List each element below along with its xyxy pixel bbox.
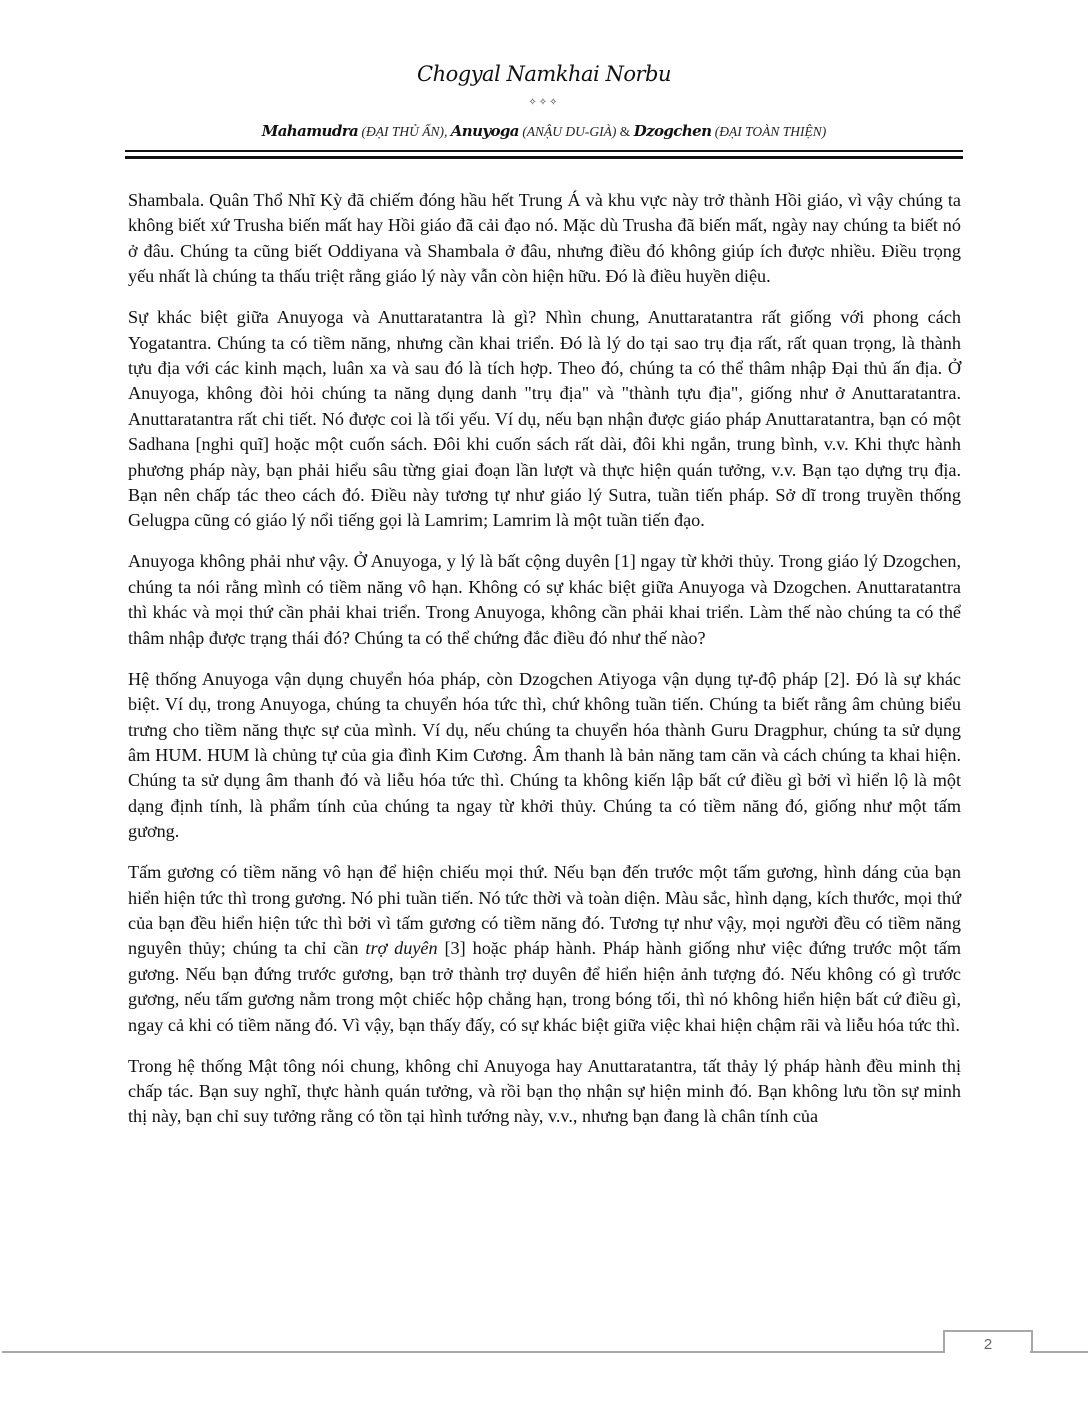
footer-rule-right — [1030, 1351, 1088, 1353]
paragraph: Anuyoga không phải như vậy. Ở Anuyoga, y lý là bất cộng duyên [1] ngay từ khởi thủy. Trong giáo lý Dzogchen, chúng ta nói rằng mình có tiềm năng vô hạn. Không có sự khác biệt giữa Anuyoga và Dzogchen. Anuttaratantra thì khác và mọi thứ cần phải khai triển. Trong Anuyoga, không cần phải khai triển. Làm thế nào chúng ta có thể thâm nhập được trạng thái đó? Chúng ta có thể chứng đắc điều đó như thế nào? — [128, 551, 961, 648]
page-number: 2 — [983, 1336, 993, 1353]
subtitle-term-anuyoga: Anuyoga — [450, 122, 519, 140]
page-number-box — [943, 1330, 1033, 1353]
header-subtitle — [0, 122, 1088, 140]
header-author: Chogyal Namkhai Norbu — [417, 62, 671, 86]
subtitle-term-mahamudra-vi: (ĐẠI THỦ ẤN), — [361, 124, 448, 139]
subtitle-term-anuyoga-vi: (ANẬU DU-GIÀ) — [522, 124, 617, 139]
paragraph: Hệ thống Anuyoga vận dụng chuyển hóa pháp, còn Dzogchen Atiyoga vận dụng tự-độ pháp [2]. Đó là sự khác biệt. Ví dụ, trong Anuyoga, chúng ta chuyển hóa tức thì, chứ không tuần tiến. Chúng ta biết rằng âm chủng biểu trưng cho tiềm năng thực sự của mình. Ví dụ, nếu chúng ta chuyển hóa thành Guru Dragphur, chúng ta sử dụng âm HUM. HUM là chủng tự của gia đình Kim Cương. Âm thanh là bản năng tam căn và cách chúng ta khai hiện. Chúng ta sử dụng âm thanh đó và liễu hóa tức thì. Chúng ta không kiến lập bất cứ điều gì bởi vì hiển lộ là một dạng định tính, là phẩm tính của chúng ta ngay từ khởi thủy. Chúng ta có tiềm năng đó, giống như một tấm gương. — [128, 668, 961, 842]
paragraph-segment: Tấm gương có tiềm năng vô hạn để hiện chiếu mọi thứ. Nếu bạn đến trước một tấm gương, hình dáng của bạn hiển hiện tức thì trong gương. Nó phi tuần tiến. Nó tức thời và toàn diện. Màu sắc, hình dạng, kích thước, mọi thứ của bạn đều hiển hiện tức thì bởi vì tấm gương có tiềm năng đó. Tương tự như vậy, mọi người đều có tiềm năng nguyên thủy; chúng ta chỉ cần — [128, 862, 961, 959]
italic-term: trợ duyên — [365, 938, 438, 959]
subtitle-term-mahamudra: Mahamudra — [261, 122, 359, 140]
paragraph-segment: [3] hoặc pháp hành. Pháp hành giống như việc đứng trước một tấm gương. Nếu bạn đứng trước gương, bạn trở thành trợ duyên để hiển hiện ảnh tượng đó. Nếu không có gì trước gương, nếu tấm gương nằm trong một chiếc hộp chẳng hạn, trong bóng tối, thì nó không hiển hiện bất cứ điều gì, ngay cả khi có tiềm năng đó. Vì vậy, bạn thấy đấy, có sự khác biệt giữa việc khai hiện chậm rãi và liễu hóa tức thì. — [128, 938, 961, 1035]
subtitle-term-dzogchen-vi: (ĐẠI TOÀN THIỆN) — [714, 124, 827, 139]
subtitle-term-dzogchen: Dzogchen — [633, 122, 712, 140]
body-text — [128, 188, 961, 1145]
paragraph: Sự khác biệt giữa Anuyoga và Anuttaratantra là gì? Nhìn chung, Anuttaratantra rất giống với phong cách Yogatantra. Chúng ta có tiềm năng, nhưng cần khai triển. Đó là lý do tại sao trụ địa rất, rất quan trọng, là thành tựu địa với các kinh mạch, luân xa và sau đó là tích hợp. Theo đó, chúng ta có thể thâm nhập Đại thủ ấn địa. Ở Anuyoga, không đòi hỏi chúng ta năng dụng danh "trụ địa" và "thành tựu địa", giống như ở Anuttaratantra. Anuttaratantra rất chi tiết. Nó được coi là tối yếu. Ví dụ, nếu bạn nhận được giáo pháp Anuttaratantra, bạn có một Sadhana [nghi quĩ] hoặc một cuốn sách. Đôi khi cuốn sách rất dài, đôi khi ngắn, trung bình, v.v. Khi thực hành phương pháp này, bạn phải hiểu sâu từng giai đoạn lần lượt và thực hiện quán tưởng, v.v. Bạn tạo dựng trụ địa. Bạn nên chấp tác theo cách đó. Điều này tương tự như giáo lý Sutra, tuần tiến pháp. Sở dĩ trong truyền thống Gelugpa cũng có giáo lý nổi tiếng gọi là Lamrim; Lamrim là một tuần tiến đạo. — [128, 307, 961, 531]
subtitle-ampersand: & — [619, 124, 631, 139]
footer-rule-left — [2, 1351, 944, 1353]
paragraph: Trong hệ thống Mật tông nói chung, không chỉ Anuyoga hay Anuttaratantra, tất thảy lý pháp hành đều minh thị chấp tác. Bạn suy nghĩ, thực hành quán tưởng, và rồi bạn thọ nhận sự hiện minh đó. Bạn không lưu tồn sự minh thị này, bạn chỉ suy tưởng rằng có tồn tại hình tướng này, v.v., nhưng bạn đang là chân tính của — [128, 1055, 961, 1127]
header-ornament: ✧✧✧ — [528, 97, 560, 108]
paragraph — [128, 860, 961, 1038]
header-rule-thin — [125, 150, 963, 152]
paragraph: Shambala. Quân Thổ Nhĩ Kỳ đã chiếm đóng hầu hết Trung Á và khu vực này trở thành Hồi giáo, vì vậy chúng ta không biết xứ Trusha biến mất hay Hồi giáo đã cải đạo nó. Mặc dù Trusha đã biến mất, ngày nay chúng ta biết nó ở đâu. Chúng ta cũng biết Oddiyana và Shambala ở đâu, nhưng điều đó không giúp ích được nhiều. Điều trọng yếu nhất là chúng ta thấu triệt rằng giáo lý này vẫn còn hiện hữu. Đó là điều huyền diệu. — [128, 190, 961, 287]
header-rule-thick — [125, 156, 963, 159]
